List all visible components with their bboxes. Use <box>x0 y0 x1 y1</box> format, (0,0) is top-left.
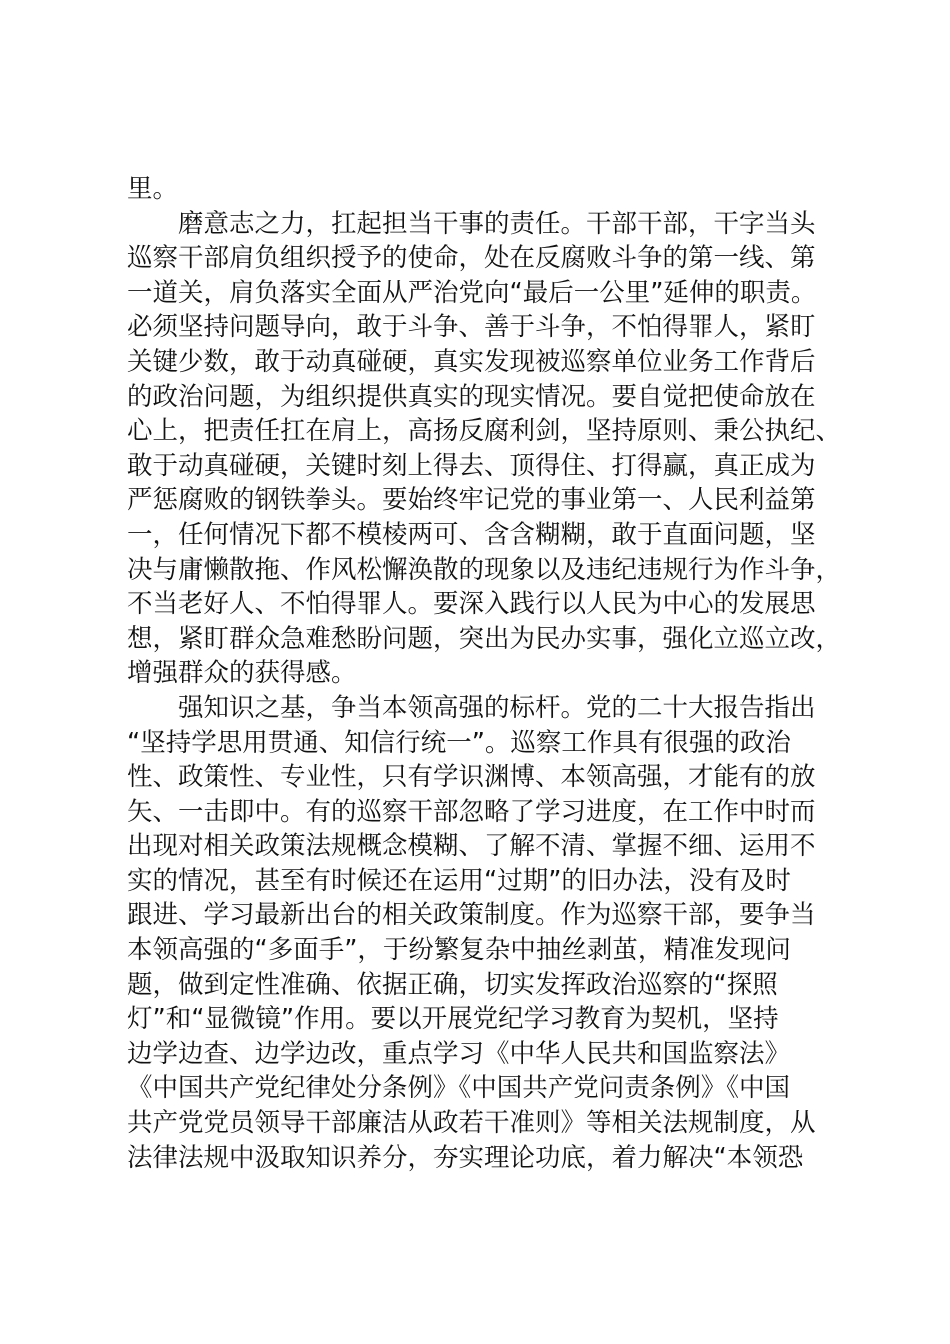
text-line: 本领高强的“多面手”，于纷繁复杂中抽丝剥茧，精准发现问 <box>127 935 791 966</box>
paragraph-first-line: 强知识之基，争当本领高强的标杆。党的二十大报告指出 <box>178 692 816 723</box>
text-line: 一道关，肩负落实全面从严治党向“最后一公里”延伸的职责。 <box>127 277 817 308</box>
text-line: 决与庸懒散拖、作风松懈涣散的现象以及违纪违规行为作斗争， <box>127 554 842 585</box>
text-line: 心上，把责任扛在肩上，高扬反腐利剑，坚持原则、秉公执纪、 <box>127 416 842 447</box>
text-line: 性、政策性、专业性，只有学识渊博、本领高强，才能有的放 <box>127 762 816 793</box>
text-line: 严惩腐败的钢铁拳头。要始终牢记党的事业第一、人民利益第 <box>127 485 816 516</box>
text-line: 矢、一击即中。有的巡察干部忽略了学习进度，在工作中时而 <box>127 796 816 827</box>
text-line: 关键少数，敢于动真碰硬，真实发现被巡察单位业务工作背后 <box>127 346 816 377</box>
text-line: 《中国共产党纪律处分条例》《中国共产党问责条例》《中国 <box>127 1073 791 1104</box>
text-line: 出现对相关政策法规概念模糊、了解不清、掌握不细、运用不 <box>127 831 816 862</box>
text-line: 跟进、学习最新出台的相关政策制度。作为巡察干部，要争当 <box>127 900 816 931</box>
text-line: 一，任何情况下都不模棱两可、含含糊糊，敢于直面问题，坚 <box>127 519 816 550</box>
text-line: 不当老好人、不怕得罪人。要深入践行以人民为中心的发展思 <box>127 589 816 620</box>
text-line: 巡察干部肩负组织授予的使命，处在反腐败斗争的第一线、第 <box>127 243 816 274</box>
text-line: 边学边查、边学边改，重点学习《中华人民共和国监察法》 <box>127 1038 791 1069</box>
text-line: 实的情况，甚至有时候还在运用“过期”的旧办法，没有及时 <box>127 865 791 896</box>
body-text <box>127 172 847 1175</box>
text-line: 增强群众的获得感。 <box>127 658 357 689</box>
text-line: 敢于动真碰硬，关键时刻上得去、顶得住、打得赢，真正成为 <box>127 450 816 481</box>
text-line: 法律法规中汲取知识养分，夯实理论功底，着力解决“本领恐 <box>127 1142 804 1173</box>
text-line: “坚持学思用贯通、知信行统一”。巡察工作具有很强的政治 <box>127 727 791 758</box>
text-line: 题，做到定性准确、依据正确，切实发挥政治巡察的“探照 <box>127 969 778 1000</box>
text-line: 共产党党员领导干部廉洁从政若干准则》等相关法规制度，从 <box>127 1108 816 1139</box>
text-line: 想，紧盯群众急难愁盼问题，突出为民办实事，强化立巡立改， <box>127 623 842 654</box>
text-line: 灯”和“显微镜”作用。要以开展党纪学习教育为契机，坚持 <box>127 1004 779 1035</box>
text-line: 必须坚持问题导向，敢于斗争、善于斗争，不怕得罪人，紧盯 <box>127 312 816 343</box>
paragraph-first-line: 磨意志之力，扛起担当干事的责任。干部干部，干字当头 <box>178 208 816 239</box>
text-line: 的政治问题，为组织提供真实的现实情况。要自觉把使命放在 <box>127 381 816 412</box>
text-line: 里。 <box>127 174 179 204</box>
